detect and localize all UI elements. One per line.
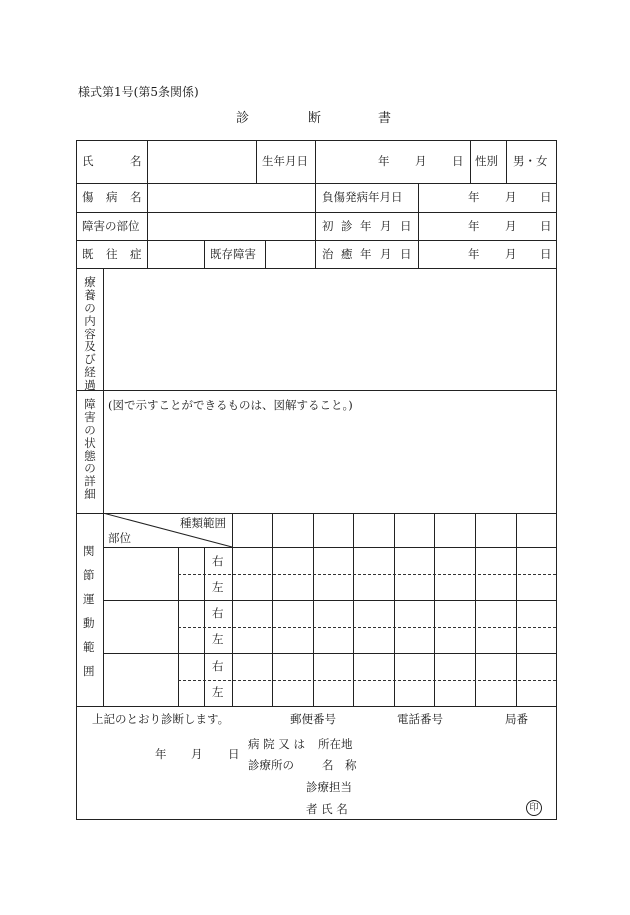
issue-month-unit: 月 <box>191 747 203 761</box>
right-side-label: 右 <box>212 554 224 568</box>
first-visit-year-unit: 年 <box>468 219 480 233</box>
history-label-2: 往 <box>106 247 118 261</box>
existing-disability-label: 既存障害 <box>210 247 256 261</box>
onset-date-label: 負傷発病年月日 <box>322 190 403 204</box>
form-number: 様式第1号(第5条関係) <box>78 85 199 99</box>
first-visit-label-5: 日 <box>400 219 412 233</box>
left-side-label: 左 <box>212 685 224 699</box>
sex-label: 性別 <box>475 154 498 168</box>
treatment-label: 療養の内容及び経過 <box>84 275 96 392</box>
birth-year-unit: 年 <box>378 154 390 168</box>
facility-name-label: 名 称 <box>322 758 357 772</box>
history-label-3: 症 <box>130 247 142 261</box>
first-visit-day-unit: 日 <box>540 219 552 233</box>
issue-year-unit: 年 <box>155 747 167 761</box>
first-visit-label-1: 初 <box>322 219 334 233</box>
hospital-label-line1: 病 院 又 は <box>248 737 305 751</box>
diagram-note: (図で示すことができるものは、図解すること。) <box>108 398 353 412</box>
cure-date-label-4: 月 <box>380 247 392 261</box>
sex-options: 男・女 <box>513 154 548 168</box>
location-label: 所在地 <box>318 737 353 751</box>
joint-label-char: 囲 <box>83 664 95 678</box>
right-side-label: 右 <box>212 606 224 620</box>
onset-year-unit: 年 <box>468 190 480 204</box>
cure-date-label-1: 治 <box>322 247 334 261</box>
seal-char: 印 <box>529 803 539 813</box>
disability-detail-label: 障害の状態の詳細 <box>84 397 96 502</box>
birth-month-unit: 月 <box>415 154 427 168</box>
injury-part-label: 障害の部位 <box>82 219 140 233</box>
birth-date-label: 生年月日 <box>262 154 308 168</box>
name-label-1: 氏 <box>82 154 94 168</box>
first-visit-month-unit: 月 <box>505 219 517 233</box>
cure-year-unit: 年 <box>468 247 480 261</box>
phone-number-label: 電話番号 <box>397 712 443 726</box>
joint-label-char: 動 <box>83 616 95 630</box>
type-range-header: 種類範囲 <box>180 516 226 530</box>
seal-mark <box>526 800 542 816</box>
first-visit-label-3: 年 <box>360 219 372 233</box>
right-side-label: 右 <box>212 659 224 673</box>
postal-code-label: 郵便番号 <box>290 712 336 726</box>
first-visit-label-2: 診 <box>341 219 353 233</box>
cure-date-label-3: 年 <box>360 247 372 261</box>
cure-month-unit: 月 <box>505 247 517 261</box>
first-visit-label-4: 月 <box>380 219 392 233</box>
birth-day-unit: 日 <box>452 154 464 168</box>
cure-date-label-2: 癒 <box>341 247 353 261</box>
onset-day-unit: 日 <box>540 190 552 204</box>
left-side-label: 左 <box>212 632 224 646</box>
cure-date-label-5: 日 <box>400 247 412 261</box>
disease-label-2: 病 <box>106 190 118 204</box>
disease-label-3: 名 <box>130 190 142 204</box>
name-label-2: 名 <box>130 154 142 168</box>
disease-label-1: 傷 <box>82 190 94 204</box>
joint-label-char: 節 <box>83 568 95 582</box>
diagnosis-statement: 上記のとおり診断します。 <box>92 712 230 726</box>
history-label-1: 既 <box>82 247 94 261</box>
joint-label-char: 範 <box>83 640 95 654</box>
left-side-label: 左 <box>212 580 224 594</box>
title-char: 診 <box>236 111 250 126</box>
joint-label-char: 関 <box>83 544 95 558</box>
cure-day-unit: 日 <box>540 247 552 261</box>
body-part-header: 部位 <box>108 531 131 545</box>
title-char: 書 <box>378 111 392 126</box>
onset-month-unit: 月 <box>505 190 517 204</box>
title-char: 断 <box>308 111 322 126</box>
doctor-label-line2: 者 氏 名 <box>306 802 348 816</box>
joint-label-char: 運 <box>83 592 95 606</box>
doctor-label-line1: 診療担当 <box>306 780 352 794</box>
exchange-label: 局番 <box>505 712 528 726</box>
issue-day-unit: 日 <box>228 747 240 761</box>
hospital-label-line2: 診療所の <box>248 758 294 772</box>
